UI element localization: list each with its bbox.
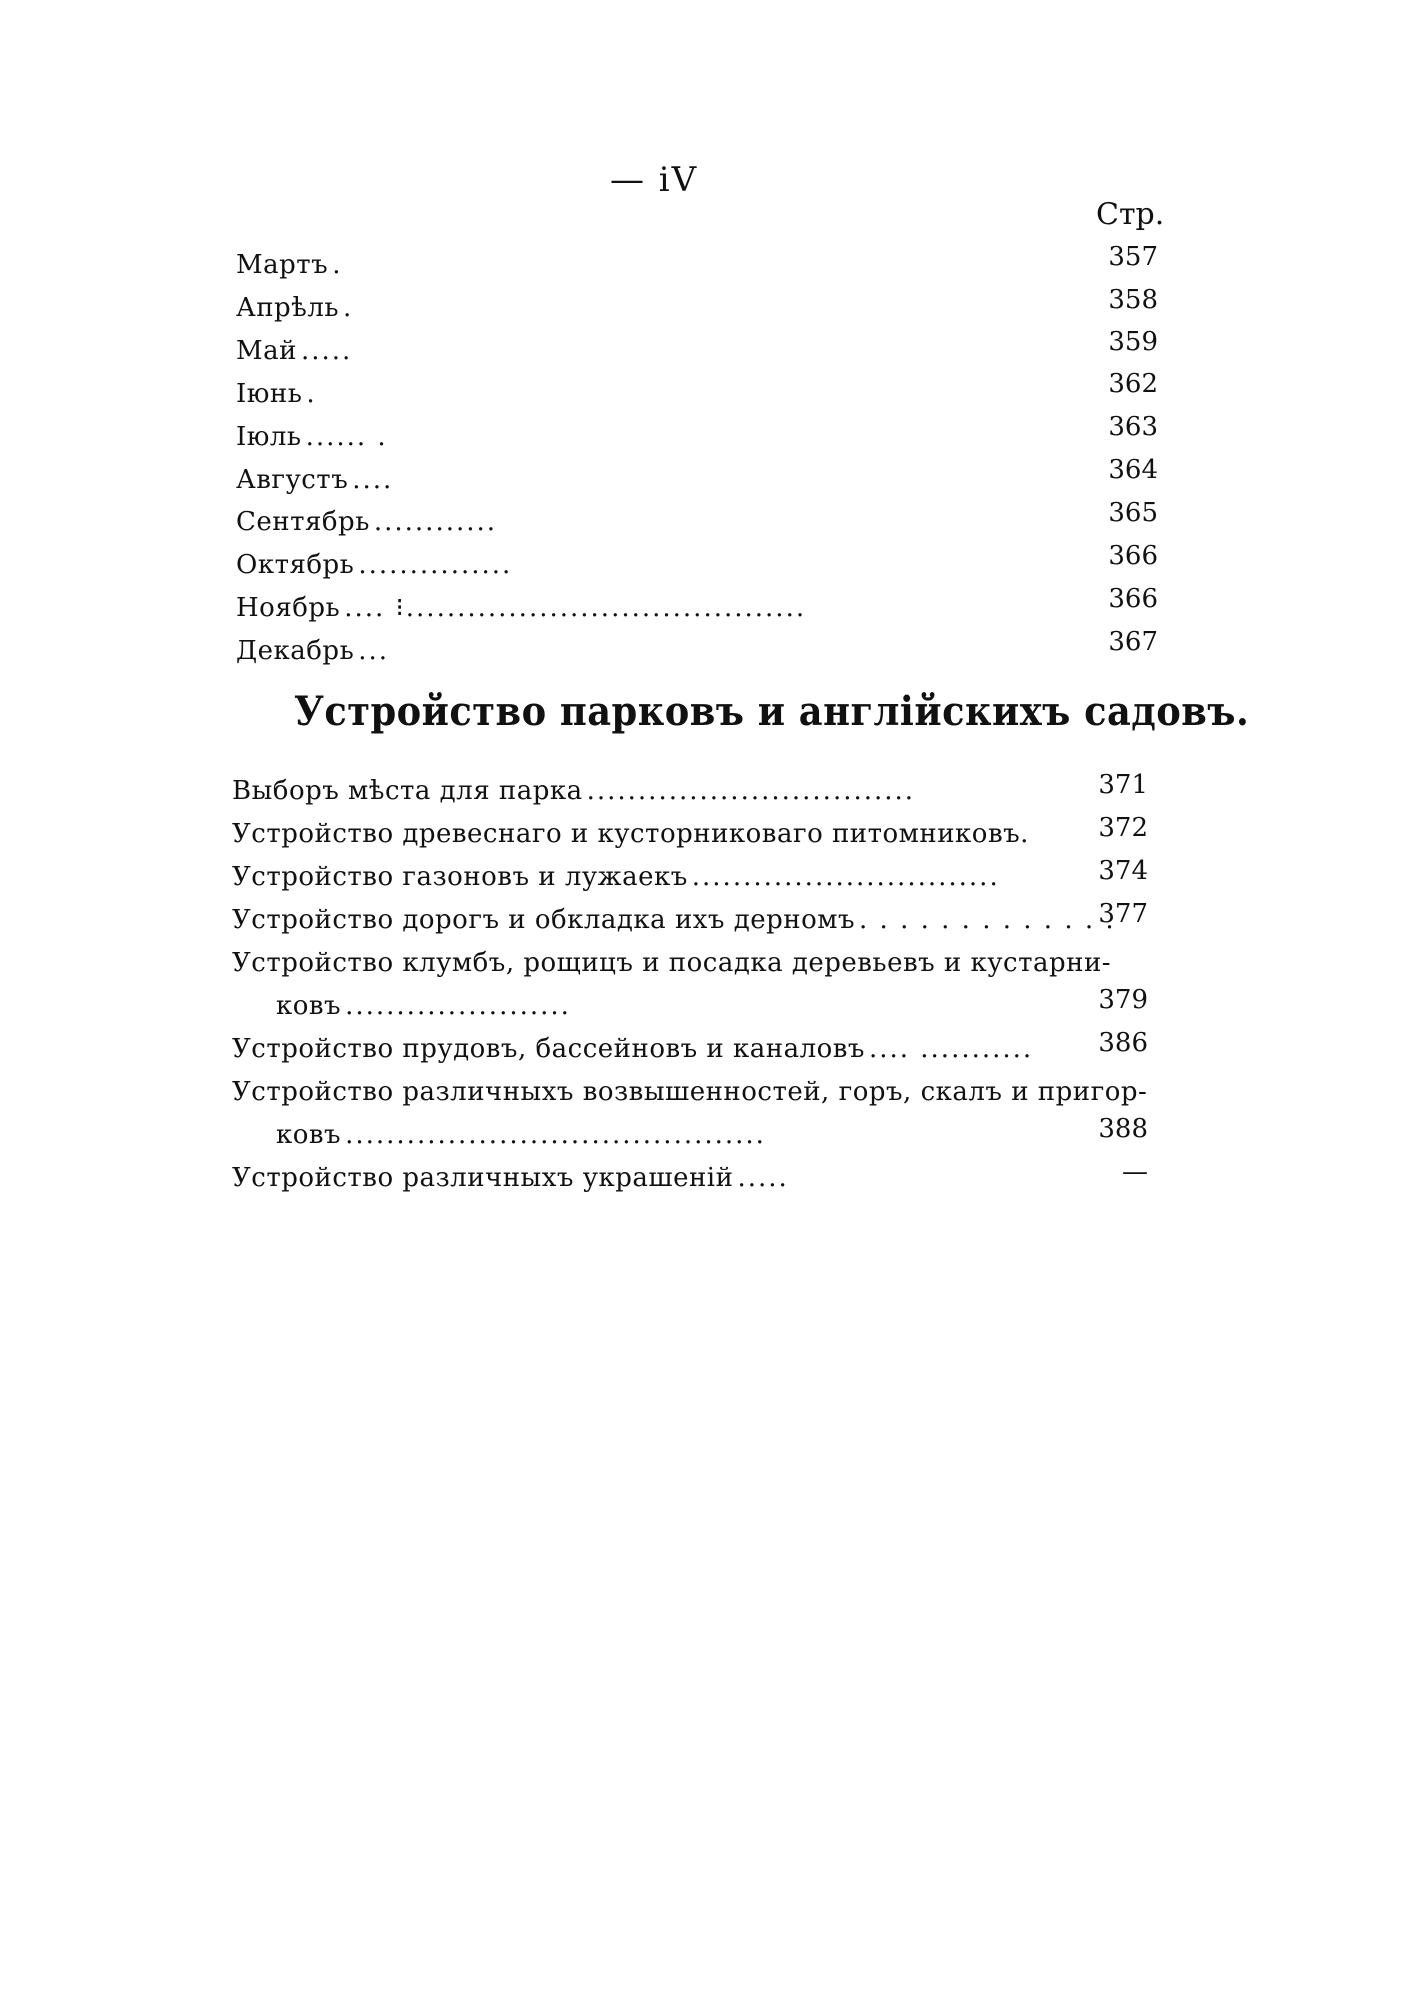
toc-row bbox=[232, 766, 915, 806]
toc-page-number: 365 bbox=[1108, 498, 1158, 528]
leader-dots: .... ⁝....................................... bbox=[344, 593, 807, 623]
leader-dots: ......................................... bbox=[345, 1120, 766, 1150]
toc-page-number: 372 bbox=[1098, 813, 1148, 843]
toc-row bbox=[236, 326, 352, 366]
toc-row bbox=[236, 283, 353, 323]
toc-label: Декабрь bbox=[236, 636, 355, 666]
leader-dots: ............... bbox=[358, 550, 513, 580]
toc-row bbox=[236, 369, 317, 409]
toc-page-number: 371 bbox=[1098, 770, 1148, 800]
leader-dots: ............ bbox=[373, 507, 498, 537]
toc-row bbox=[232, 895, 1116, 935]
toc-page-number: 367 bbox=[1108, 627, 1158, 657]
toc-label: Май bbox=[236, 336, 297, 366]
toc-label: Іюнь bbox=[236, 379, 303, 409]
toc-page-number: 386 bbox=[1098, 1028, 1148, 1058]
toc-row bbox=[236, 240, 342, 280]
toc-row bbox=[236, 412, 388, 452]
toc-row bbox=[276, 1110, 766, 1150]
leader-dots: ..... bbox=[737, 1163, 789, 1193]
leader-dots: ... bbox=[358, 636, 390, 666]
toc-row bbox=[232, 852, 1000, 892]
toc-row bbox=[232, 938, 1115, 978]
toc-row bbox=[236, 497, 497, 537]
toc-page-number: 377 bbox=[1098, 899, 1148, 929]
leader-dots: ...... . bbox=[305, 422, 388, 452]
toc-page-number: 362 bbox=[1108, 369, 1158, 399]
toc-row bbox=[236, 455, 393, 495]
toc-row bbox=[276, 981, 571, 1021]
section-heading: Устройство парковъ и англійскихъ садовъ. bbox=[294, 688, 1250, 735]
toc-page-number: 357 bbox=[1108, 242, 1158, 272]
leader-dots: . . . . . . . . . . . . . bbox=[859, 905, 1116, 935]
toc-label: Августъ bbox=[236, 465, 349, 495]
toc-label: Выборъ мѣста для парка bbox=[232, 776, 583, 806]
toc-label: Устройство различныхъ украшеній bbox=[232, 1163, 734, 1193]
toc-label: ковъ bbox=[276, 991, 342, 1021]
leader-dots: .............................. bbox=[691, 862, 1000, 892]
toc-label: Устройство различныхъ возвышенностей, горъ, скалъ и пригор- bbox=[232, 1077, 1148, 1107]
toc-page-number: 379 bbox=[1098, 985, 1148, 1015]
leader-dots: ..... bbox=[300, 336, 353, 366]
toc-label: ковъ bbox=[276, 1120, 342, 1150]
leader-dots: . bbox=[332, 250, 343, 280]
toc-label: Апрѣль bbox=[236, 293, 340, 323]
toc-page-number: 374 bbox=[1098, 856, 1148, 886]
toc-label: Устройство прудовъ, бассейновъ и каналовъ bbox=[232, 1034, 865, 1064]
toc-label: Сентябрь bbox=[236, 507, 370, 537]
toc-page-number: 363 bbox=[1108, 412, 1158, 442]
toc-page-number: 388 bbox=[1098, 1114, 1148, 1144]
toc-row bbox=[236, 540, 512, 580]
toc-label: Устройство дорогъ и обкладка ихъ дерномъ bbox=[232, 905, 856, 935]
leader-dots: . bbox=[306, 379, 317, 409]
leader-dots: ................................ bbox=[586, 776, 916, 806]
toc-row bbox=[236, 583, 806, 623]
toc-page-number: 359 bbox=[1108, 327, 1158, 357]
toc-label: Октябрь bbox=[236, 550, 355, 580]
leader-dots: ...................... bbox=[345, 991, 571, 1021]
toc-label: Устройство клумбъ, рощицъ и посадка деревьевъ и кустарни- bbox=[232, 948, 1112, 978]
toc-row bbox=[232, 1153, 789, 1193]
toc-label: Ноябрь bbox=[236, 593, 341, 623]
leader-dots: .... ........... bbox=[868, 1034, 1034, 1064]
toc-page-number: 366 bbox=[1108, 541, 1158, 571]
page-column-label: Стр. bbox=[1096, 197, 1165, 232]
toc-row bbox=[236, 626, 389, 666]
page-number-marker: — iV bbox=[610, 160, 699, 200]
toc-page-number: — bbox=[1122, 1157, 1148, 1187]
toc-page-number: 358 bbox=[1108, 285, 1158, 315]
leader-dots: .... bbox=[352, 465, 394, 495]
toc-page-number: 366 bbox=[1108, 584, 1158, 614]
toc-row bbox=[232, 1024, 1033, 1064]
toc-label: Іюль bbox=[236, 422, 302, 452]
toc-row bbox=[232, 1067, 1151, 1107]
toc-label: Мартъ bbox=[236, 250, 329, 280]
toc-page-number: 364 bbox=[1108, 455, 1158, 485]
leader-dots: . bbox=[343, 293, 354, 323]
toc-label: Устройство газоновъ и лужаекъ bbox=[232, 862, 688, 892]
toc-row bbox=[232, 809, 1033, 849]
toc-label: Устройство древеснаго и кусторниковаго питомниковъ. bbox=[232, 819, 1029, 849]
